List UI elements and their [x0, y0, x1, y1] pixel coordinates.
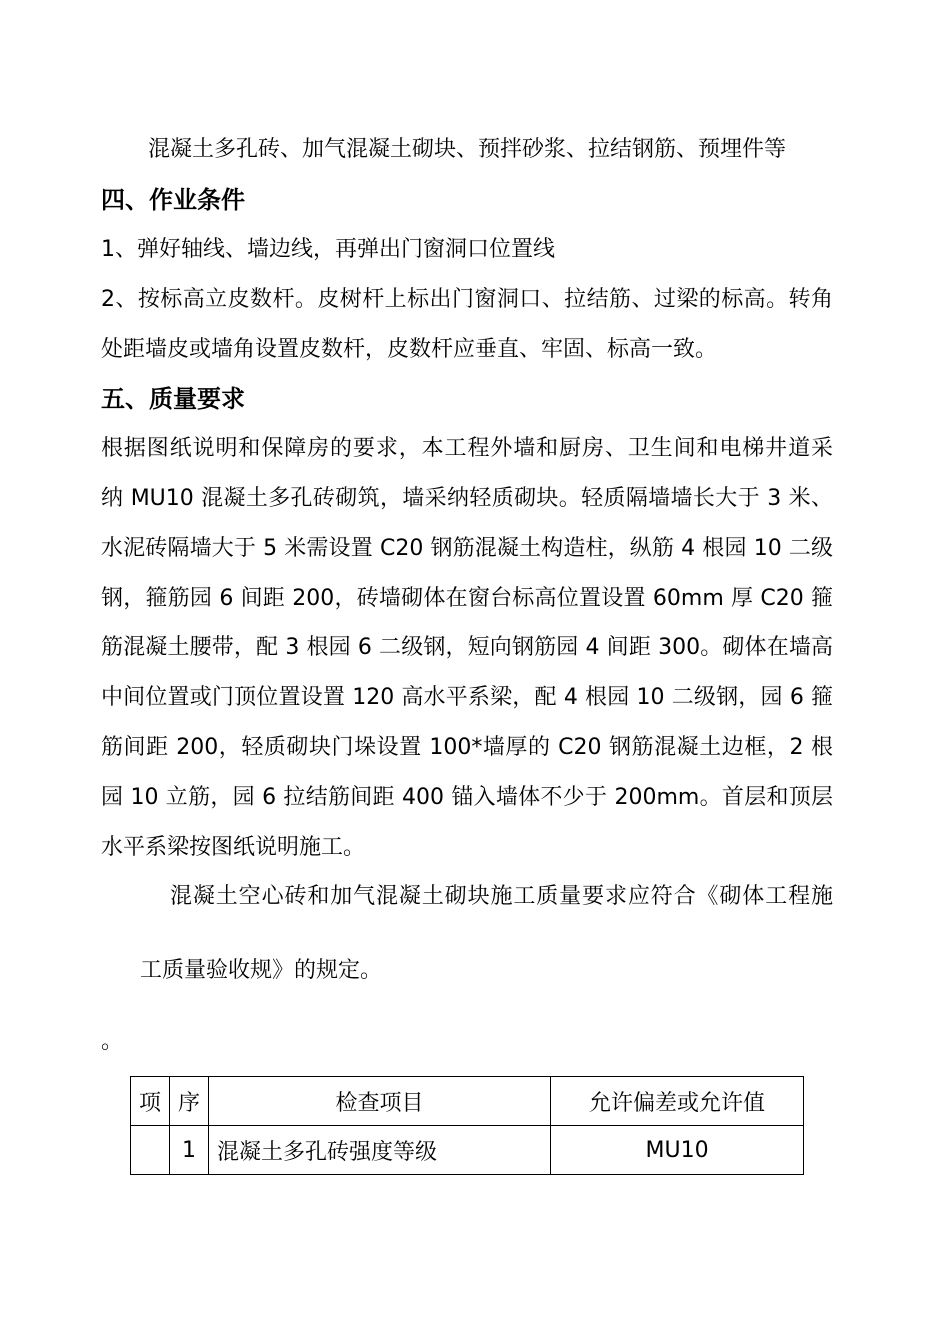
table-row: [131, 1126, 804, 1175]
section5-paragraph-line: 水泥砖隔墙大于 5 米需设置 C20 钢筋混凝土构造柱，纵筋 4 根园 10 二级: [101, 536, 833, 561]
section5-paragraph-line: 中间位置或门顶位置设置 120 高水平系梁，配 4 根园 10 二级钢，园 6 箍: [101, 685, 833, 710]
inspection-table: [130, 1076, 804, 1175]
section4-title: 四、作业条件: [101, 186, 245, 214]
section5-paragraph-line: 园 10 立筋，园 6 拉结筋间距 400 锚入墙体不少于 200mm。首层和顶层: [101, 785, 833, 810]
row-cell-tolerance: MU10: [551, 1126, 804, 1175]
section5-paragraph-line: 筋间距 200，轻质砌块门垛设置 100*墙厚的 C20 钢筋混凝土边框，2 根: [101, 735, 833, 760]
section4-item2-line2: 处距墙皮或墙角设置皮数杆，皮数杆应垂直、牢固、标高一致。: [101, 337, 718, 362]
section5-paragraph-line: 筋混凝土腰带，配 3 根园 6 二级钢，短向钢筋园 4 间距 300。砌体在墙高: [101, 635, 833, 660]
row-cell-seq: 1: [170, 1126, 209, 1175]
section5-paragraph-line: 根据图纸说明和保障房的要求，本工程外墙和厨房、卫生间和电梯井道采: [101, 436, 833, 461]
section5-title: 五、质量要求: [101, 385, 245, 413]
section5-paragraph-line: 纳 MU10 混凝土多孔砖砌筑，墙采纳轻质砌块。轻质隔墙墙长大于 3 米、: [101, 486, 833, 511]
section5-paragraph-line: 水平系梁按图纸说明施工。: [101, 835, 366, 860]
row-cell-check-item: 混凝土多孔砖强度等级: [209, 1126, 551, 1175]
standard-line1: 混凝土空心砖和加气混凝土砌块施工质量要求应符合《砌体工程施: [170, 884, 833, 909]
header-cell-seq: 序: [170, 1077, 209, 1126]
section4-item2-line1: 2、按标高立皮数杆。皮树杆上标出门窗洞口、拉结筋、过梁的标高。转角: [101, 287, 833, 312]
header-cell-tolerance: 允许偏差或允许值: [551, 1077, 804, 1126]
row-cell-item: [131, 1126, 170, 1175]
standard-line2: 工质量验收规》的规定。: [140, 958, 383, 983]
section4-item1: 1、弹好轴线、墙边线，再弹出门窗洞口位置线: [101, 237, 555, 262]
materials-line: 混凝土多孔砖、加气混凝土砌块、预拌砂浆、拉结钢筋、预埋件等: [148, 137, 787, 162]
stray-period: 。: [101, 1029, 124, 1054]
section5-paragraph-line: 钢，箍筋园 6 间距 200，砖墙砌体在窗台标高位置设置 60mm 厚 C20 箍: [101, 586, 833, 611]
header-cell-item: 项: [131, 1077, 170, 1126]
header-cell-check-item: 检查项目: [209, 1077, 551, 1126]
table-header-row: [131, 1077, 804, 1126]
